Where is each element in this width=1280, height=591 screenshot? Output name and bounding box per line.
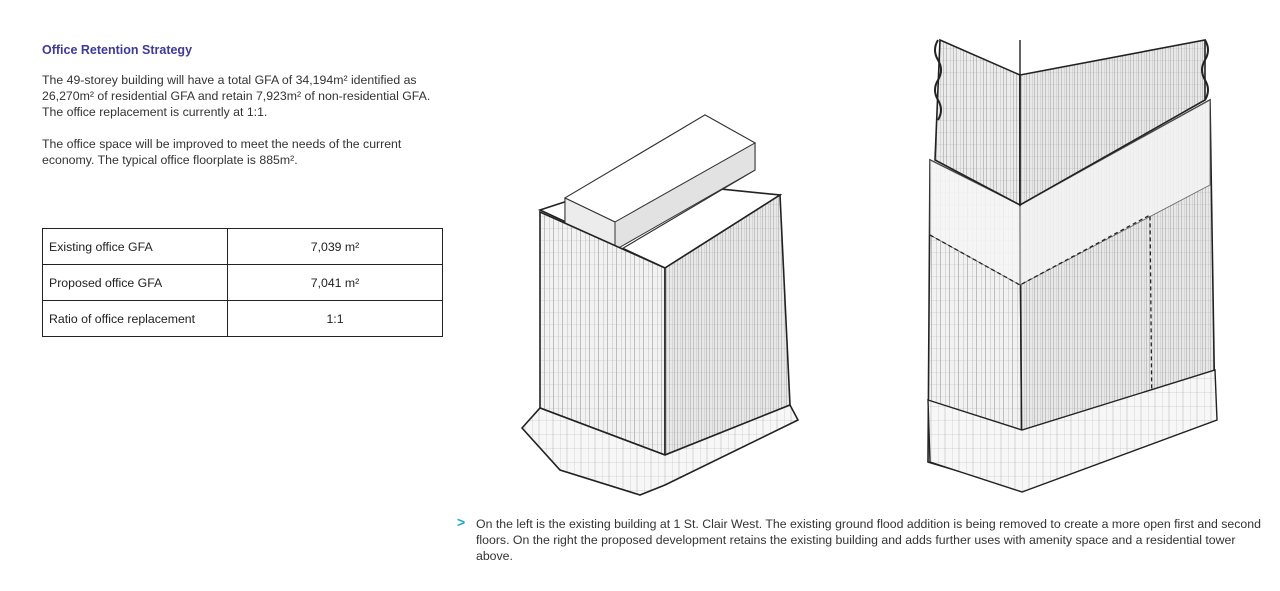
intro-paragraph: The 49-storey building will have a total GFA of 34,194m² identified as 26,270m² of residential GFA and retain 7,923m² of non-residential GFA. The office replacement is currently at 1:1.: [42, 73, 431, 119]
proposed-development-axonometric: [928, 40, 1217, 492]
section-title: Office Retention Strategy: [42, 43, 193, 57]
illustration-caption: On the left is the existing building at 1 St. Clair West. The existing ground flood addition is being removed to create a more open first and second floors. On the right the proposed development retains the existing building and adds further uses with amenity space and a residential tower above.: [476, 517, 1261, 563]
row-label: Proposed office GFA: [43, 265, 228, 301]
existing-building-axonometric: [522, 115, 798, 495]
row-label: Existing office GFA: [43, 229, 228, 265]
row-value: 7,039 m²: [228, 229, 443, 265]
floorplate-paragraph: The office space will be improved to meet the needs of the current economy. The typical office floorplate is 885m².: [42, 137, 402, 167]
row-value: 7,041 m²: [228, 265, 443, 301]
row-value: 1:1: [228, 301, 443, 337]
caption-marker-icon: >: [457, 514, 466, 530]
row-label: Ratio of office replacement: [43, 301, 228, 337]
